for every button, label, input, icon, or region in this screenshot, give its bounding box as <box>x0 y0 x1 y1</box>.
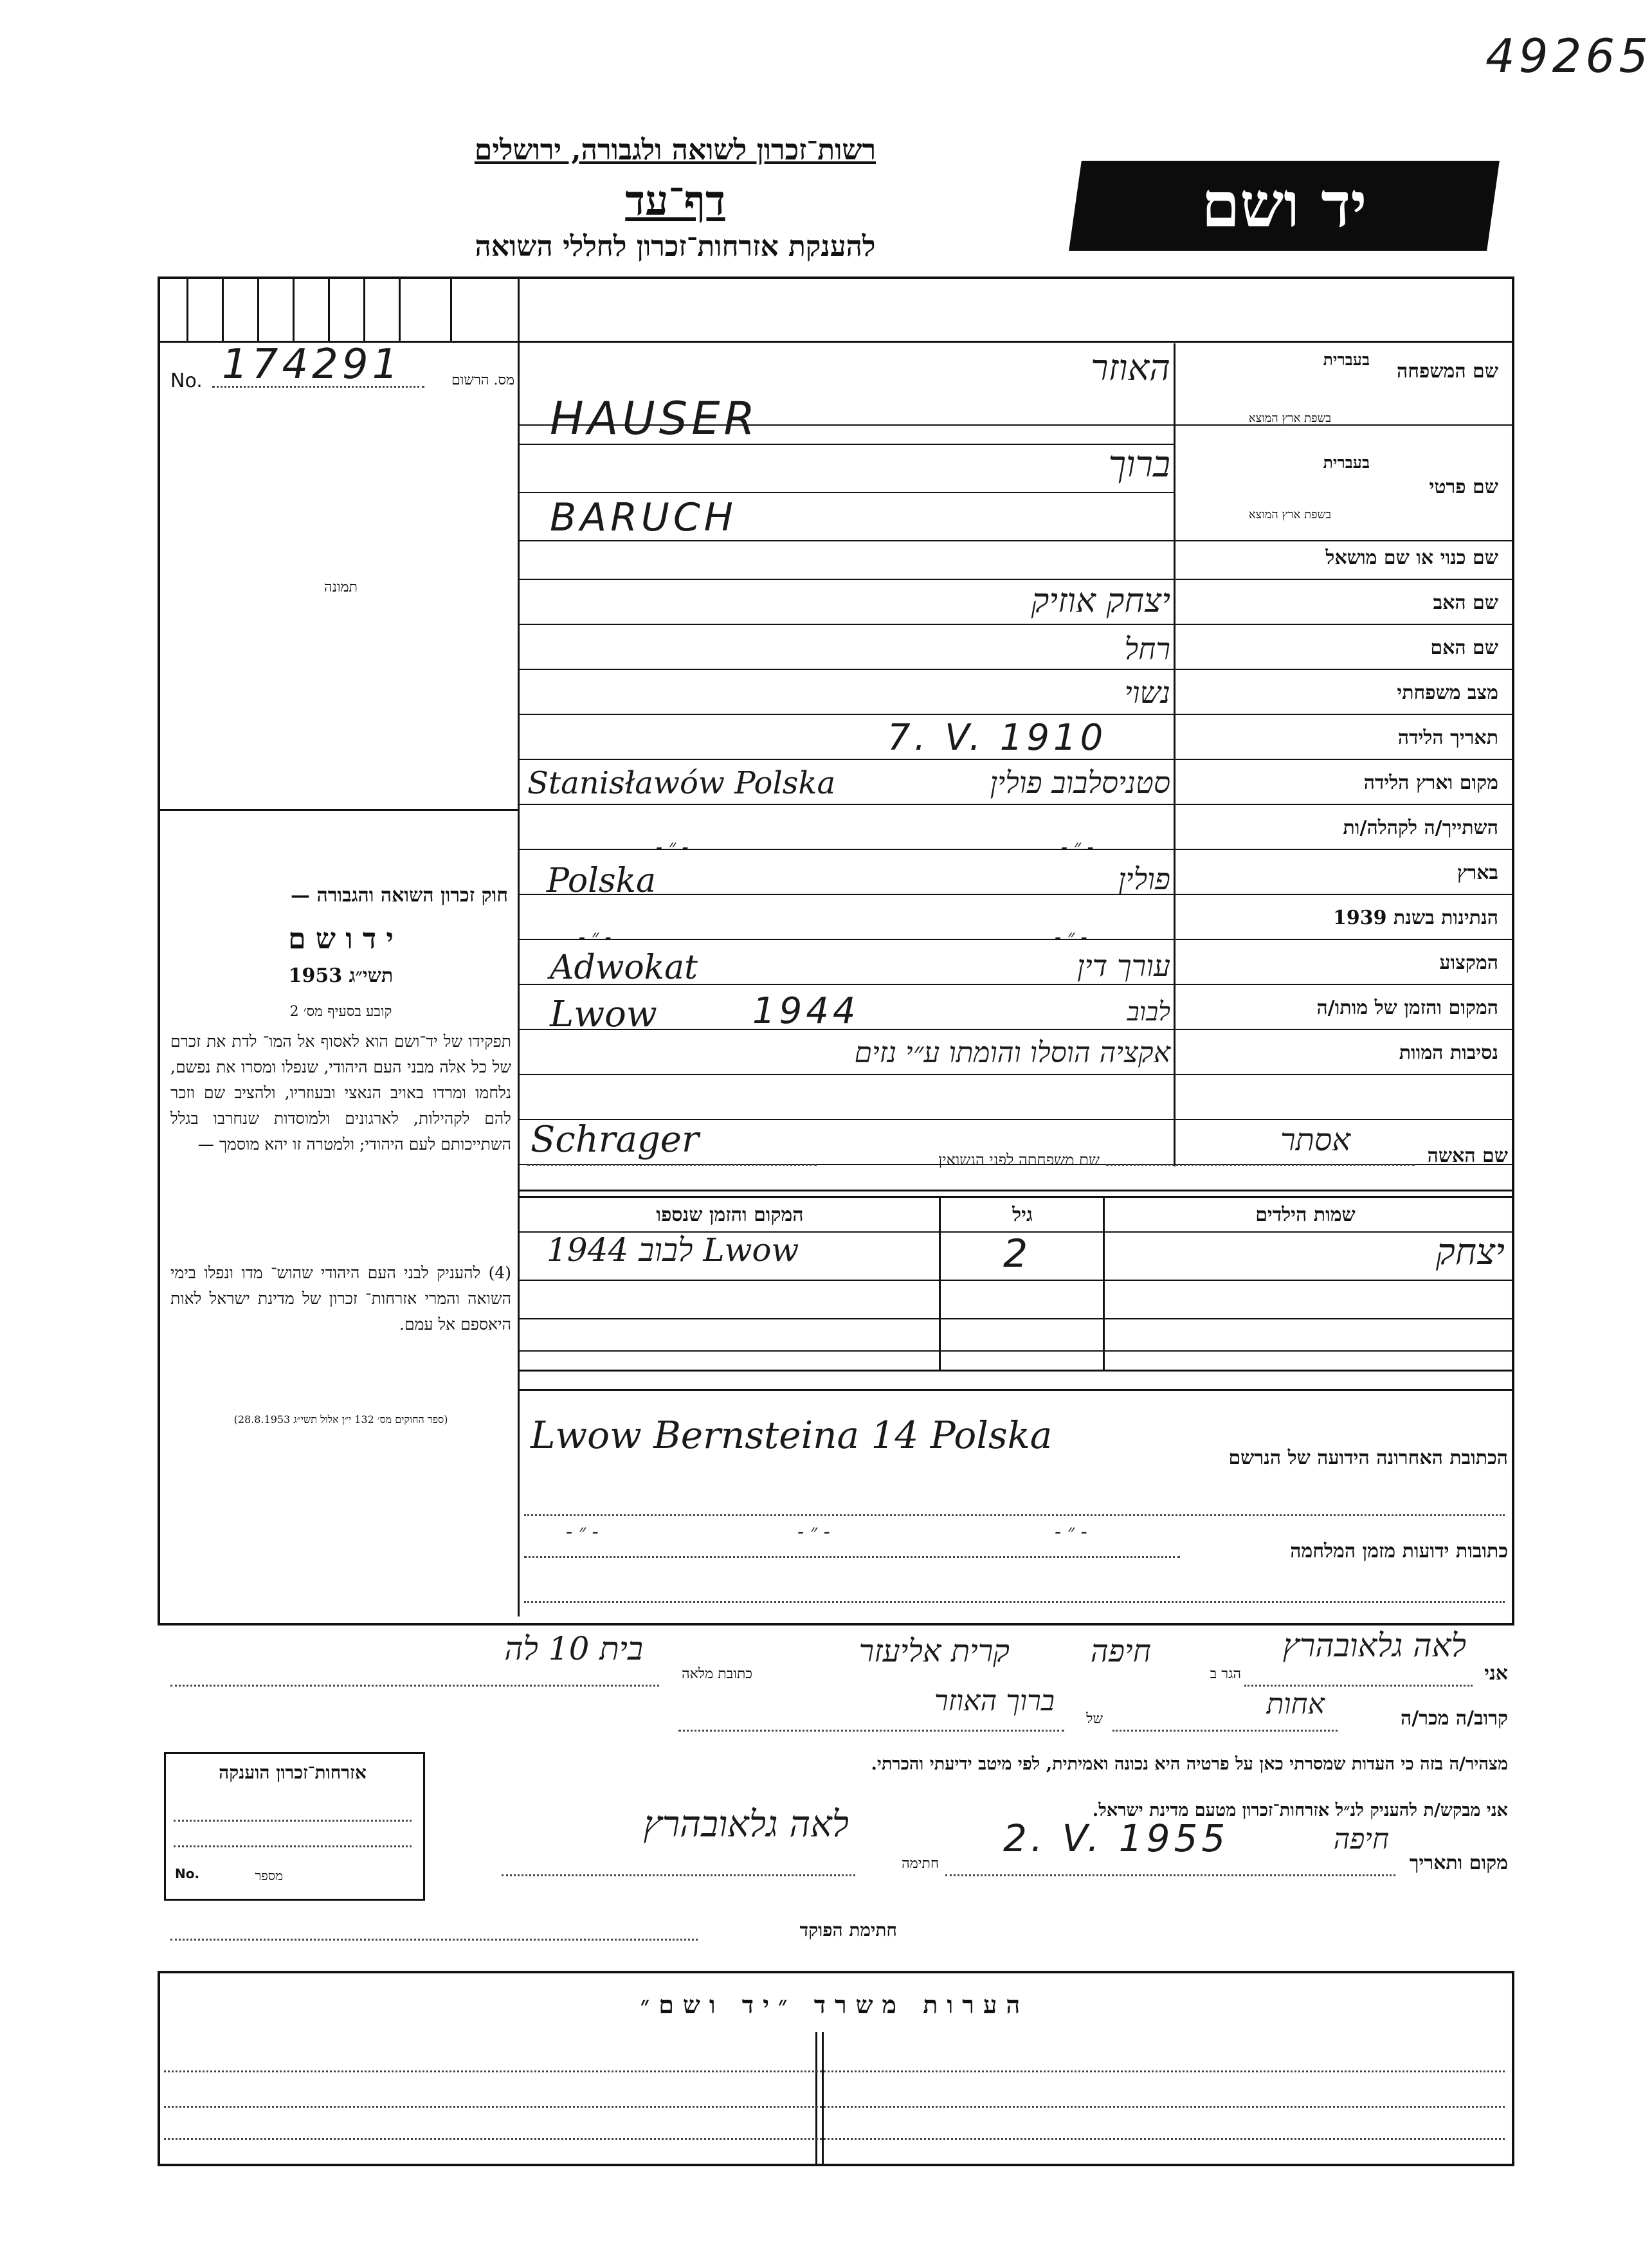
war-dash-3: - ״ - <box>1055 1521 1087 1543</box>
date-value: 2. V. 1955 <box>1003 1816 1230 1860</box>
child-age: 2 <box>1003 1231 1032 1276</box>
war-dash-1: - ״ - <box>566 1521 599 1543</box>
logo-text: יד ושם <box>1201 168 1367 241</box>
declarant-street: קרית אליעזר <box>858 1633 1010 1669</box>
nickname-label: שם כנוי או שם מושאל <box>1325 547 1498 569</box>
maiden-value: Schrager <box>531 1119 699 1161</box>
first-name-origin: BARUCH <box>550 495 737 540</box>
father-label: שם האב <box>1433 592 1498 614</box>
marital-value: נשוי <box>1124 675 1170 710</box>
resides-label: הגר ב <box>1210 1666 1241 1682</box>
office-notes-title: הערות משרד ״יד ושם״ <box>640 1990 1030 2019</box>
place-date-label: מקום ותאריך <box>1409 1852 1508 1874</box>
relation-value: אחות <box>1266 1688 1325 1721</box>
profession-latin: Adwokat <box>550 948 698 987</box>
birthdate-value: 7. V. 1910 <box>887 717 1107 759</box>
family-name-label: שם המשפחה <box>1396 360 1498 383</box>
birthplace-hebrew: סטניסלבוב פולין <box>990 765 1170 800</box>
first-name-label: שם פרטי <box>1429 476 1498 498</box>
children-age-header: גיל <box>1012 1204 1033 1226</box>
wife-value: אסתר <box>1280 1122 1350 1158</box>
law-year: תשי״ג 1953 <box>288 964 394 987</box>
death-cause-label: נסיבות המוות <box>1399 1042 1498 1064</box>
birthplace-label: מקום וארץ הלידה <box>1363 772 1498 794</box>
family-in-origin: בשפת ארץ המוצא <box>1248 412 1331 425</box>
last-address-label: הכתובת האחרונה הידועה של הנרשם <box>1228 1447 1508 1469</box>
signature-label: חתימה <box>902 1856 939 1872</box>
of-name: ברוך האוזר <box>934 1685 1055 1717</box>
declarant-i-label: אני <box>1484 1662 1508 1685</box>
mother-label: שם האם <box>1430 637 1498 659</box>
official-signature-label: חתימת הפוקד <box>799 1919 897 1941</box>
law-clause: קובע בסעיף מס׳ 2 <box>289 1004 392 1020</box>
death-year: 1944 <box>752 990 860 1032</box>
form-subtitle: להענקת אזרחות־זכרון לחללי השואה <box>475 230 876 263</box>
first-in-origin: בשפת ארץ המוצא <box>1248 508 1331 521</box>
country-label: בארץ <box>1457 862 1498 884</box>
citizenship-box-no-label: No. <box>175 1866 200 1881</box>
child-name: יצחק <box>1435 1231 1505 1273</box>
relation-label: קרוב/ה מכר/ה <box>1401 1707 1508 1730</box>
law-title: חוק זכרון השואה והגבורה — <box>291 884 508 907</box>
family-in-hebrew: בעברית <box>1323 350 1370 369</box>
law-text-2: (4) להעניק לבני העם היהודי שהוש־ מדו ונפלו בימי השואה והמרי אזרחות־ זכרון של מדינת ישראל לאות היאספם אל עמם. <box>170 1263 511 1334</box>
birthplace-latin: Stanisławów Polska <box>527 765 836 801</box>
signature-value: לאה גלאובהרץ <box>643 1804 849 1845</box>
war-addresses-label: כתובות ידועות מזמן המלחמה <box>1290 1540 1508 1562</box>
community-label: השתייך/ה לקהלה/ות <box>1343 817 1498 839</box>
children-place-header: המקום והזמן שנספו <box>656 1204 804 1226</box>
birthdate-label: תאריך הלידה <box>1397 727 1498 749</box>
father-value: יצחק אוזיק <box>1031 582 1170 620</box>
citizenship-dash-latin: - ״ - <box>579 926 612 948</box>
children-names-header: שמות הילדים <box>1255 1204 1356 1226</box>
form-title: דף־עד <box>625 177 725 225</box>
first-name-hebrew: ברוך <box>1108 444 1170 485</box>
reg-number: 174291 <box>222 341 403 388</box>
law-source: (ספר החוקים מס׳ 132 י״ן אלול תשי״ג 28.8.1953) <box>233 1413 448 1426</box>
last-address-value: Lwow Bernsteina 14 Polska <box>531 1413 1053 1457</box>
reg-heb-label: מס. הרשום <box>451 372 514 388</box>
death-place-time-label: המקום והזמן של מותו/ה <box>1316 997 1498 1019</box>
community-dash-latin: - ״ - <box>656 836 689 858</box>
family-name-origin: HAUSER <box>550 392 759 445</box>
office-notes-frame <box>158 1971 1514 2166</box>
war-dash-2: - ״ - <box>797 1521 830 1543</box>
mother-value: רחל <box>1124 631 1170 666</box>
profession-label: המקצוע <box>1439 952 1498 974</box>
citizenship-1939-label: הנתינות בשנת 1939 <box>1332 907 1498 929</box>
marital-label: מצב משפחתי <box>1397 682 1498 704</box>
death-place-hebrew: לבוב <box>1127 997 1170 1027</box>
address-label: כתובת מלאה <box>682 1666 752 1682</box>
family-name-hebrew: האוזר <box>1091 347 1170 389</box>
profession-hebrew: עורך דין <box>1076 948 1170 983</box>
corner-number: 49265 <box>1485 29 1652 83</box>
death-cause-value: אקציה הוסלו והומתו ע״י נזים <box>854 1037 1170 1069</box>
of-label: של <box>1086 1711 1103 1727</box>
law-name: י ד ו ש ם <box>288 923 394 955</box>
country-hebrew: פולין <box>1118 862 1170 896</box>
declarant-city: חיפה <box>1090 1633 1151 1669</box>
declarant-house: בית 10 לה <box>504 1630 643 1667</box>
country-latin: Polska <box>547 862 657 900</box>
citizenship-dash-hebrew: - ״ - <box>1055 926 1087 948</box>
declaration-text: מצהיר/ה בזה כי העדות שמסרתי כאן על פרטיה היא נכונה ואמיתית, לפי מיטב ידיעתי והכרתי. <box>871 1754 1508 1774</box>
death-place-latin: Lwow <box>550 993 657 1035</box>
wife-label: שם האשה <box>1427 1145 1508 1167</box>
citizenship-box-title: אזרחות־זכרון הוענקה <box>219 1762 367 1783</box>
institution-name: רשות־זכרון לשואה ולגבורה, ירושלים <box>474 134 876 167</box>
reg-no-label: No. <box>170 370 203 392</box>
maiden-label: שם משפחתה לפני הנשואין <box>938 1151 1100 1169</box>
child-place: לבוב 1944 Lwow <box>547 1231 799 1269</box>
photo-label: תמונה <box>324 579 358 595</box>
community-dash-hebrew: - ״ - <box>1061 836 1094 858</box>
place-value: חיפה <box>1333 1823 1389 1856</box>
request-text: אני מבקש/ת להעניק לנ״ל אזרחות־זכרון מטעם מדינת ישראל. <box>1092 1800 1508 1820</box>
declarant-name: לאה גלאובהרץ <box>1282 1627 1466 1664</box>
first-in-hebrew: בעברית <box>1323 453 1370 472</box>
law-text-1: תפקידו של יד־ושם הוא לאסוף אל המו־ לדת את זכרם של כל אלה מבני העם היהודי, שנפלו ומסרו את נפשם, נלחמו ומרדו באויב הנאצי ובעוזריו, ולהציב שם וזכר להם לקהילות, לארגונים ולמוסדות שנחרבו בגלל השתייכותם לעם היהודי; ולמטרה זו יהא מוסמך — <box>170 1032 511 1154</box>
citizenship-box-number-label: מספר <box>255 1868 283 1883</box>
